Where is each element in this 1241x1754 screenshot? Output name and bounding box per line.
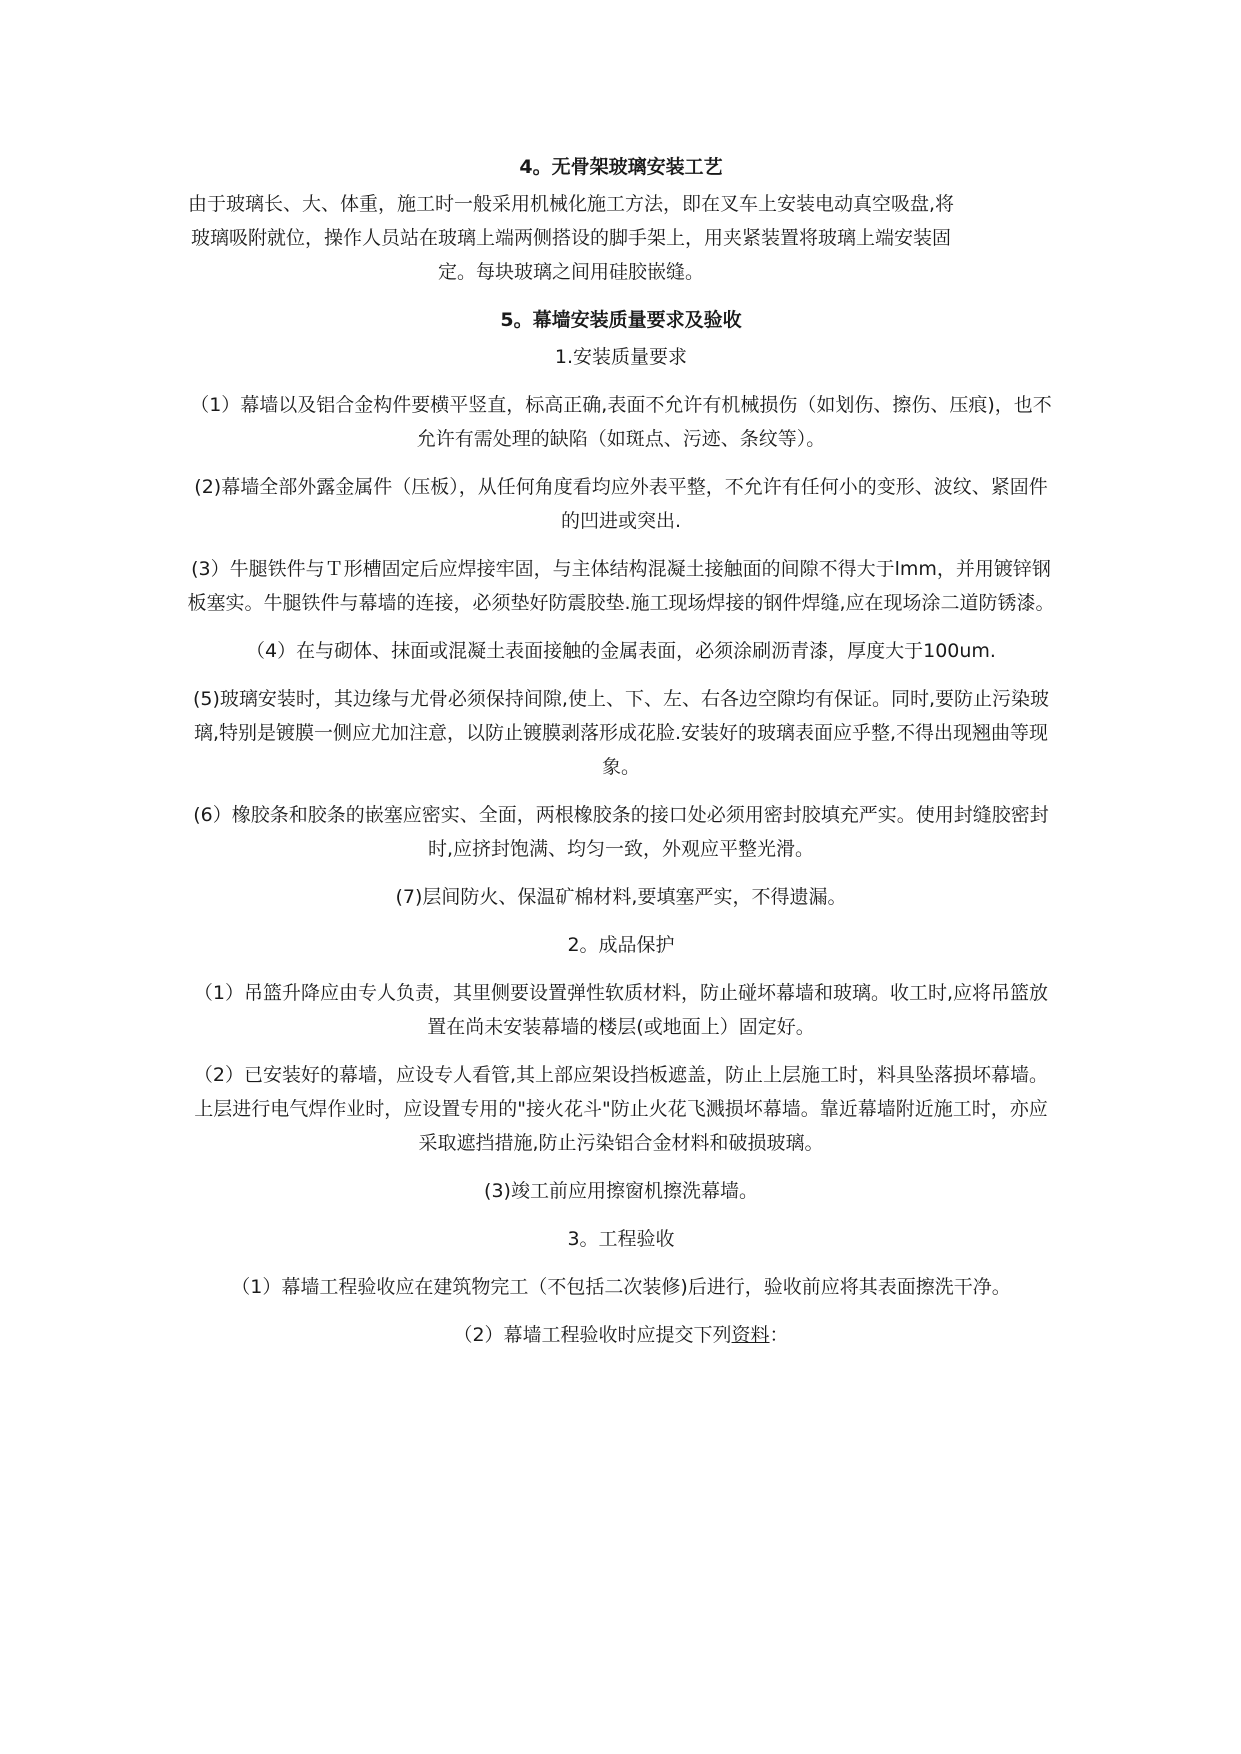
sub1-item-5: (5)玻璃安装时，其边缘与尤骨必须保持间隙,使上、下、左、右各边空隙均有保证。同时,要防止污染玻璃,特别是镀膜一侧应尤加注意，以防止镀膜剥落形成花脸.安装好的玻璃表面应乎整,不得出现翘曲等现象。 (193, 688, 1049, 778)
sub3-title: 3。工程验收 (567, 1228, 675, 1250)
sub1-item-1: （1）幕墙以及铝合金构件要横平竖直，标高正确,表面不允许有机械损伤（如划伤、擦伤、压痕)，也不允许有需处理的缺陷（如斑点、污迹、条纹等）。 (190, 394, 1052, 450)
section5-title: 5。幕墙安装质量要求及验收 (500, 309, 742, 331)
sub3-item-2-prefix: （2）幕墙工程验收时应提交下列 (453, 1324, 732, 1346)
section4-title: 4。无骨架玻璃安装工艺 (519, 156, 723, 178)
sub3-item-2 (186, 1318, 1056, 1352)
sub1-title: 1.安装质量要求 (554, 346, 688, 368)
sub3-item-2-suffix: ： (769, 1324, 789, 1346)
sub1-item-6: (6）橡胶条和胶条的嵌塞应密实、全面，两根橡胶条的接口处必须用密封胶填充严实。使用封缝胶密封时,应挤封饱满、均匀一致，外观应平整光滑。 (193, 804, 1049, 860)
section4-body: 由于玻璃长、大、体重，施工时一般采用机械化施工方法，即在叉车上安装电动真空吸盘,将玻璃吸附就位，操作人员站在玻璃上端两侧搭设的脚手架上，用夹紧装置将玻璃上端安装固定。每块玻璃之间用硅胶嵌缝。 (187, 193, 955, 283)
sub2-item-2: （2）已安装好的幕墙，应设专人看管,其上部应架设挡板遮盖，防止上层施工时，料具坠落损坏幕墙。上层进行电气焊作业时，应设置专用的"接火花斗"防止火花飞溅损坏幕墙。靠近幕墙附近施工时，亦应采取遮挡措施,防止污染铝合金材料和破损玻璃。 (193, 1064, 1049, 1154)
sub2-item-3: (3)竣工前应用擦窗机擦洗幕墙。 (484, 1180, 758, 1202)
document-page (186, 150, 1056, 1366)
sub1-item-4: （4）在与砌体、抹面或混凝土表面接触的金属表面，必须涂刷沥青漆，厚度大于100um. (246, 640, 996, 662)
sub3-item-1: （1）幕墙工程验收应在建筑物完工（不包括二次装修)后进行，验收前应将其表面擦洗干净。 (231, 1276, 1011, 1298)
sub2-item-1: （1）吊篮升降应由专人负责，其里侧要设置弹性软质材料，防止碰坏幕墙和玻璃。收工时,应将吊篮放置在尚未安装幕墙的楼层(或地面上）固定好。 (193, 982, 1049, 1038)
sub1-item-7: (7)层间防火、保温矿棉材料,要填塞严实，不得遗漏。 (395, 886, 847, 908)
sub1-item-2: (2)幕墙全部外露金属件（压板），从任何角度看均应外表平整，不允许有任何小的变形、波纹、紧固件的凹进或突出. (194, 476, 1048, 532)
materials-link[interactable]: 资料 (731, 1324, 770, 1346)
sub1-item-3: (3）牛腿铁件与Ｔ形槽固定后应焊接牢固，与主体结构混凝土接触面的间隙不得大于lmm，并用镀锌钢板塞实。牛腿铁件与幕墙的连接，必须垫好防震胶垫.施工现场焊接的钢件焊缝,应在现场涂二道防锈漆。 (187, 558, 1055, 614)
sub2-title: 2。成品保护 (567, 934, 675, 956)
